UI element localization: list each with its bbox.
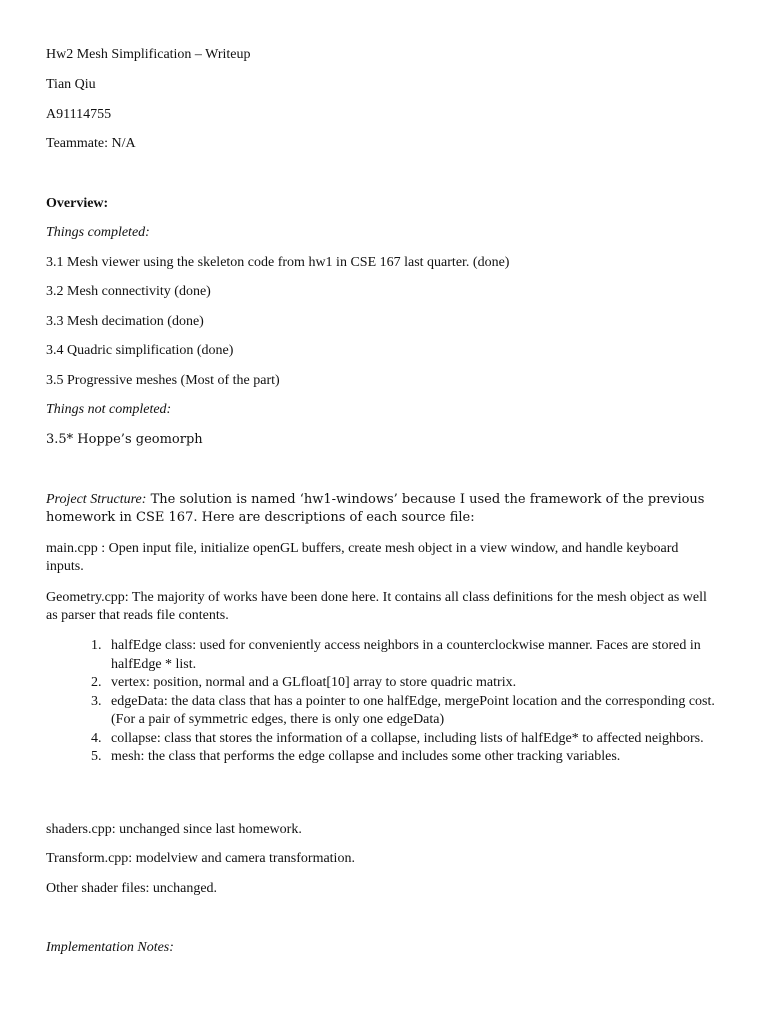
list-item-text: halfEdge class: used for conveniently access neighbors in a counterclockwise manner. Faces are stored in halfEdge * list. [111,638,701,672]
main-cpp-description: main.cpp : Open input file, initialize openGL buffers, create mesh object in a view window, and handle keyboard inputs. [46,541,679,574]
completed-item: 3.3 Mesh decimation (done) [46,314,204,329]
project-structure-label: Project Structure: [46,492,147,507]
transform-cpp-description: Transform.cpp: modelview and camera transformation. [46,851,355,866]
completed-heading: Things completed: [46,225,150,240]
list-item [46,637,716,674]
list-item [46,693,716,730]
not-completed-heading: Things not completed: [46,402,172,417]
student-id: A91114755 [46,107,112,122]
geometry-cpp-description: Geometry.cpp: The majority of works have been done here. It contains all class definitions for the mesh object as well as parser that reads file contents. [46,590,707,623]
list-item-number: 2. [91,675,102,690]
list-item-number: 3. [91,693,102,709]
completed-item: 3.2 Mesh connectivity (done) [46,284,211,299]
list-item-number: 1. [91,638,102,653]
teammate-line: Teammate: N/A [46,136,136,151]
list-item-text: collapse: class that stores the information of a collapse, including lists of halfEdge* to affected neighbors. [111,730,704,746]
list-item-text: mesh: the class that performs the edge collapse and includes some other tracking variables. [111,749,621,764]
implementation-notes-heading: Implementation Notes: [46,940,174,955]
project-structure-paragraph [46,491,716,527]
list-item-text: vertex: position, normal and a GLfloat[10] array to store quadric matrix. [111,675,517,690]
author-name: Tian Qiu [46,77,96,92]
completed-item: 3.5 Progressive meshes (Most of the part) [46,373,280,388]
list-item [46,730,716,749]
other-files-description: Other shader files: unchanged. [46,881,218,896]
project-structure-intro: The solution is named ‘hw1-windows’ because I used the framework of the previous homework in CSE 167. Here are descriptions of each source file: [46,492,705,525]
list-item-number: 5. [91,749,102,764]
list-item-text: edgeData: the data class that has a pointer to one halfEdge, mergePoint location and the corresponding cost. (For a pair of symmetric edges, there is only one edgeData) [111,693,715,727]
list-item [46,674,716,693]
list-item-number: 4. [91,730,102,746]
class-list [46,637,716,767]
list-item [46,748,716,767]
completed-item: 3.4 Quadric simplification (done) [46,343,234,358]
document-title: Hw2 Mesh Simplification – Writeup [46,47,251,62]
shaders-cpp-description: shaders.cpp: unchanged since last homework. [46,822,302,837]
not-completed-item: 3.5* Hoppe’s geomorph [46,432,203,447]
completed-item: 3.1 Mesh viewer using the skeleton code from hw1 in CSE 167 last quarter. (done) [46,255,510,270]
overview-heading: Overview: [46,196,109,211]
